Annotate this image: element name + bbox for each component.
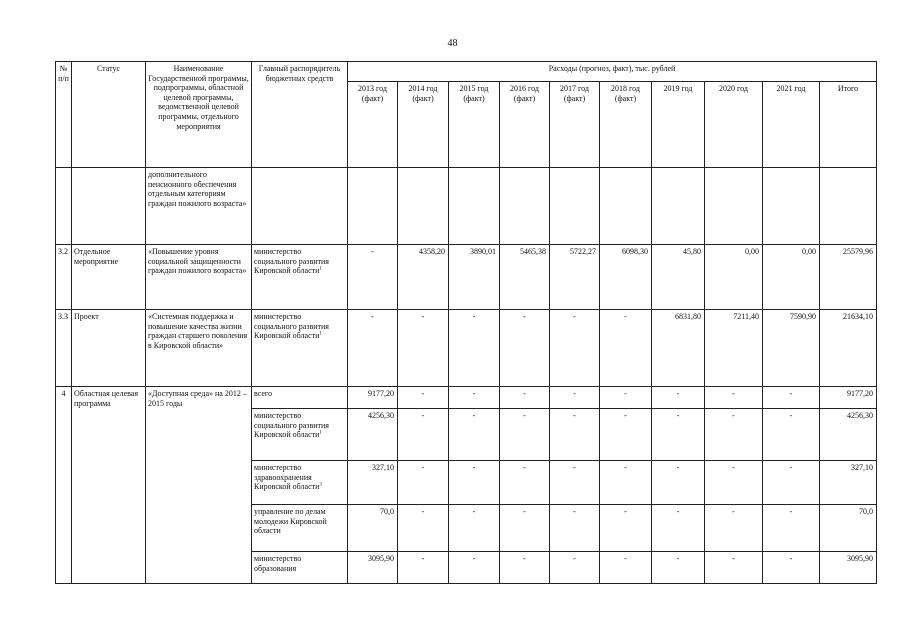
cell-manager: министерство социального развития Кировской области$^1$ — [252, 409, 348, 461]
cell-value: 4256,30 — [348, 409, 398, 461]
cell-value: - — [398, 387, 449, 409]
cell-value: 0,00 — [763, 245, 820, 310]
cell-value: - — [763, 409, 820, 461]
cell-status: Отдельное мероприятие — [72, 245, 146, 310]
cell-value: - — [500, 552, 550, 584]
cell-value: - — [398, 505, 449, 552]
cell-value: - — [763, 552, 820, 584]
cell-value: - — [449, 505, 500, 552]
cell-value: - — [600, 409, 652, 461]
header-total: Итого — [820, 82, 877, 168]
cell-value: - — [398, 461, 449, 505]
cell-value: - — [600, 387, 652, 409]
header-expenses: Расходы (прогноз, факт), тыс. рублей — [348, 62, 877, 82]
header-year: 2014 год (факт) — [398, 82, 449, 168]
cell-total: 25579,96 — [820, 245, 877, 310]
cell-name: «Системная поддержка и повышение качества жизни граждан старшего поколения в Кировской области» — [146, 310, 252, 387]
budget-table — [55, 61, 877, 584]
cell-value: 3890,01 — [449, 245, 500, 310]
cell-value: - — [348, 310, 398, 387]
cell-name: «Доступная среда» на 2012 – 2015 годы — [146, 387, 252, 584]
cell-total: 327,10 — [820, 461, 877, 505]
cell-value: - — [500, 505, 550, 552]
cell-manager: министерство социального развития Кировской области$^1$ — [252, 310, 348, 387]
cell-value: - — [398, 409, 449, 461]
header-name: Наименование Государственной программы, подпрограммы, областной целевой программы, ведомственной целевой программы, отдельного мероприятия — [146, 62, 252, 168]
cell-value: 9177,20 — [348, 387, 398, 409]
table-row — [56, 168, 877, 245]
cell-value: - — [449, 409, 500, 461]
cell-value: - — [449, 461, 500, 505]
page-number: 48 — [447, 38, 458, 49]
cell-num: 4 — [56, 387, 72, 584]
cell-total: 21634,10 — [820, 310, 877, 387]
cell-value: - — [763, 461, 820, 505]
cell-manager — [252, 168, 348, 245]
cell-value: - — [652, 409, 705, 461]
cell-value: 6831,80 — [652, 310, 705, 387]
cell-value: - — [763, 505, 820, 552]
cell-value: - — [500, 310, 550, 387]
header-status: Статус — [72, 62, 146, 168]
cell-value: 45,80 — [652, 245, 705, 310]
cell-value: - — [600, 552, 652, 584]
cell-status — [72, 168, 146, 245]
cell-value: - — [705, 461, 763, 505]
table-row — [56, 310, 877, 387]
cell-total: 70,0 — [820, 505, 877, 552]
cell-value: 5465,38 — [500, 245, 550, 310]
cell-value: - — [550, 505, 600, 552]
cell-value: - — [600, 505, 652, 552]
cell-value: - — [705, 409, 763, 461]
cell-value: - — [652, 387, 705, 409]
cell-value: - — [652, 461, 705, 505]
header-year: 2019 год — [652, 82, 705, 168]
cell-value: - — [600, 310, 652, 387]
cell-manager: министерство образования — [252, 552, 348, 584]
cell-value: 70,0 — [348, 505, 398, 552]
cell-value: - — [652, 505, 705, 552]
cell-status: Областная целевая программа — [72, 387, 146, 584]
cell-value: 5722,27 — [550, 245, 600, 310]
cell-num — [56, 168, 72, 245]
cell-value: - — [600, 461, 652, 505]
cell-name: дополнительного пенсионного обеспечения отдельным категориям граждан пожилого возраста» — [146, 168, 252, 245]
header-row-1 — [56, 62, 877, 82]
cell-value: 3095,90 — [348, 552, 398, 584]
cell-value: 6098,30 — [600, 245, 652, 310]
cell-value: - — [500, 409, 550, 461]
cell-value: - — [550, 310, 600, 387]
cell-value: - — [652, 552, 705, 584]
cell-name: «Повышение уровня социальной защищенности граждан пожилого возраста» — [146, 245, 252, 310]
cell-value: - — [348, 245, 398, 310]
cell-value: - — [550, 387, 600, 409]
header-year: 2020 год — [705, 82, 763, 168]
cell-num: 3.2 — [56, 245, 72, 310]
cell-value: - — [500, 461, 550, 505]
table-row — [56, 387, 877, 409]
header-year: 2016 год (факт) — [500, 82, 550, 168]
cell-value: - — [398, 552, 449, 584]
header-num: № п/п — [56, 62, 72, 168]
cell-value: - — [705, 552, 763, 584]
header-manager: Главный распорядитель бюджетных средств — [252, 62, 348, 168]
header-year: 2021 год — [763, 82, 820, 168]
cell-value: - — [550, 552, 600, 584]
cell-num: 3.3 — [56, 310, 72, 387]
cell-total: 9177,20 — [820, 387, 877, 409]
cell-value: - — [705, 505, 763, 552]
cell-status: Проект — [72, 310, 146, 387]
cell-value: 4358,20 — [398, 245, 449, 310]
header-year: 2017 год (факт) — [550, 82, 600, 168]
header-year: 2015 год (факт) — [449, 82, 500, 168]
cell-value: - — [500, 387, 550, 409]
cell-value: 327,10 — [348, 461, 398, 505]
cell-value: 0,00 — [705, 245, 763, 310]
cell-manager: министерство социального развития Кировской области$^1$ — [252, 245, 348, 310]
cell-value: - — [550, 409, 600, 461]
cell-value: - — [550, 461, 600, 505]
cell-value: - — [449, 387, 500, 409]
cell-value: - — [449, 310, 500, 387]
cell-total: 3095,90 — [820, 552, 877, 584]
table-row — [56, 245, 877, 310]
header-year: 2018 год (факт) — [600, 82, 652, 168]
cell-value: 7590,90 — [763, 310, 820, 387]
header-year: 2013 год (факт) — [348, 82, 398, 168]
cell-manager: министерство здравоохранения Кировской области$^3$ — [252, 461, 348, 505]
cell-total: 4256,30 — [820, 409, 877, 461]
cell-value: - — [449, 552, 500, 584]
cell-value: - — [763, 387, 820, 409]
cell-value: - — [398, 310, 449, 387]
cell-manager: всего — [252, 387, 348, 409]
cell-manager: управление по делам молодежи Кировской области — [252, 505, 348, 552]
cell-value: 7211,40 — [705, 310, 763, 387]
cell-value: - — [705, 387, 763, 409]
